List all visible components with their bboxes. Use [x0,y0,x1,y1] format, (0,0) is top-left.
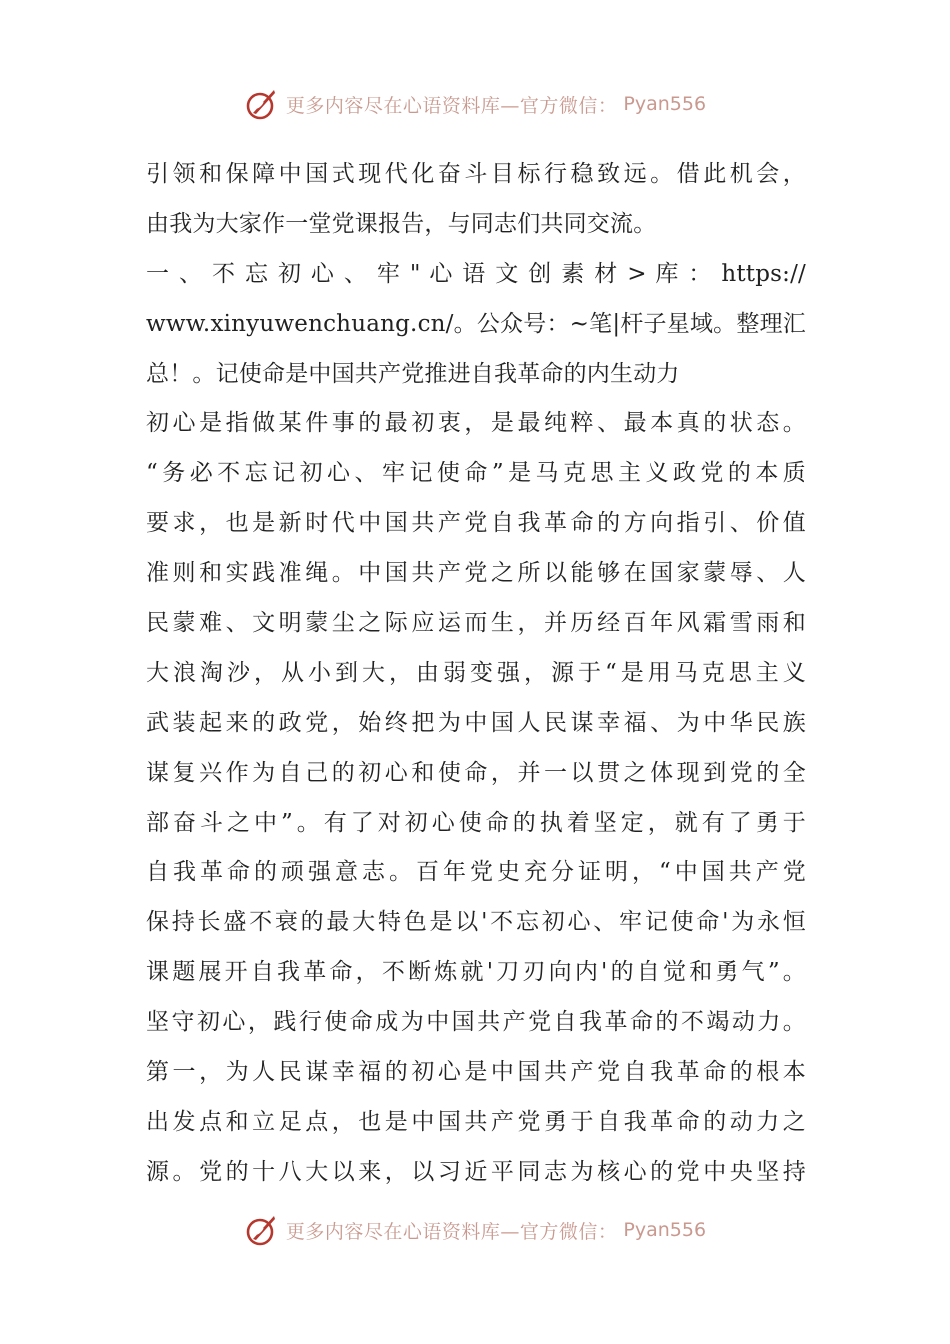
body-line: 出发点和立足点，也是中国共产党勇于自我革命的动力之 [146,1108,806,1135]
quill-logo-icon [244,1212,280,1248]
body-line: 坚守初心，践行使命成为中国共产党自我革命的不竭动力。 [146,1009,806,1036]
body-line: 第一，为人民谋幸福的初心是中国共产党自我革命的根本 [146,1059,806,1086]
body-line: 自我革命的顽强意志。百年党史充分证明，“中国共产党 [146,859,806,886]
body-line: 由我为大家作一堂党课报告，与同志们共同交流。 [146,210,657,237]
body-line: 课题展开自我革命，不断炼就'刀刃向内'的自觉和勇气”。 [146,959,806,986]
watermark-text: 更多内容尽在心语资料库—官方微信： [285,1220,618,1243]
body-line: 总！。记使命是中国共产党推进自我革命的内生动力 [146,360,680,387]
body-line: 大浪淘沙，从小到大，由弱变强，源于“是用马克思主义 [146,659,806,686]
body-line: 引领和保障中国式现代化奋斗目标行稳致远。借此机会， [146,161,806,187]
watermark-wechat-id: Pyan556 [623,1219,707,1241]
watermark-text: 更多内容尽在心语资料库—官方微信： [285,94,618,117]
body-line: 保持长盛不衰的最大特色是以'不忘初心、牢记使命'为永恒 [146,909,806,936]
document-body [146,150,806,1198]
quill-logo-icon [244,86,280,122]
body-line: 部奋斗之中”。有了对初心使命的执着坚定，就有了勇于 [146,809,806,836]
header-watermark [0,84,950,124]
body-line: 源。党的十八大以来，以习近平同志为核心的党中央坚持 [146,1158,806,1185]
body-line: 武装起来的政党，始终把为中国人民谋幸福、为中华民族 [146,709,806,736]
body-line: 准则和实践准绳。中国共产党之所以能够在国家蒙辱、人 [146,560,806,587]
body-line: www.xinyuwenchuang.cn/。公众号：~笔|杆子星域。整理汇 [146,310,806,337]
watermark-wechat-id: Pyan556 [623,93,707,115]
footer-watermark [0,1210,950,1250]
body-line: 谋复兴作为自己的初心和使命，并一以贯之体现到党的全 [146,759,806,786]
body-line: 一 、 不 忘 初 心 、 牢 " 心 语 文 创 素 材 > 库 ： https:// [146,260,806,287]
body-line: 要求，也是新时代中国共产党自我革命的方向指引、价值 [146,510,806,537]
body-line: “务必不忘记初心、牢记使命”是马克思主义政党的本质 [146,460,806,487]
body-line: 民蒙难、文明蒙尘之际应运而生，并历经百年风霜雪雨和 [146,610,806,637]
body-line: 初心是指做某件事的最初衷，是最纯粹、最本真的状态。 [146,410,806,437]
